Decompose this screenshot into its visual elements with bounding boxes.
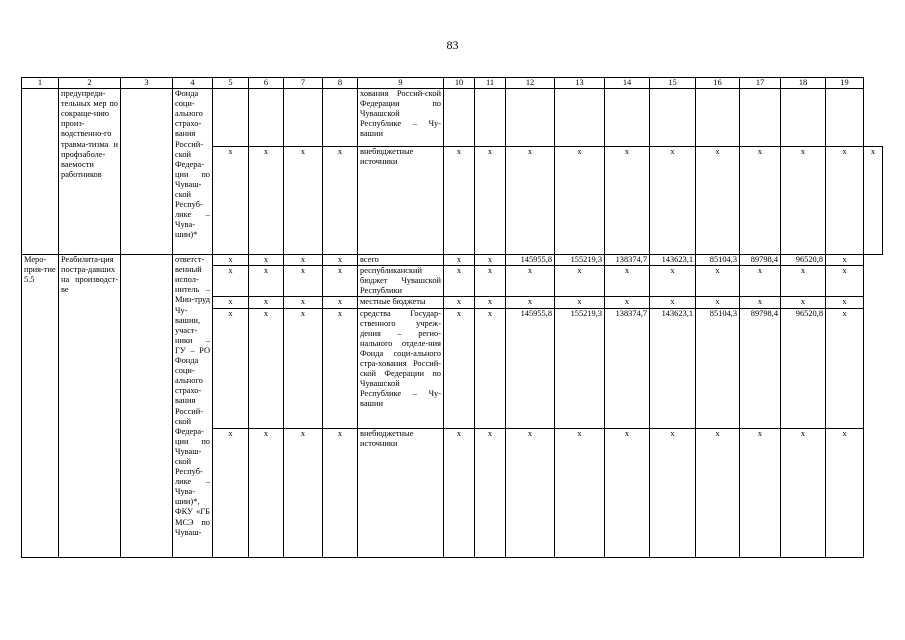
value-cell: x bbox=[323, 308, 358, 428]
value-cell: x bbox=[605, 428, 650, 557]
header-cell: 11 bbox=[475, 78, 506, 89]
value-cell bbox=[323, 89, 358, 147]
value-cell: x bbox=[249, 147, 284, 255]
value-cell: 155219,3 bbox=[555, 255, 605, 266]
header-cell: 3 bbox=[121, 78, 173, 89]
value-cell: x bbox=[555, 266, 605, 297]
value-cell: x bbox=[249, 266, 284, 297]
value-cell: x bbox=[323, 147, 358, 255]
value-cell: x bbox=[444, 266, 475, 297]
value-cell: x bbox=[781, 266, 826, 297]
program-table bbox=[21, 77, 883, 558]
value-cell: x bbox=[213, 266, 249, 297]
header-cell: 19 bbox=[826, 78, 864, 89]
value-cell: 96520,8 bbox=[781, 255, 826, 266]
header-cell: 15 bbox=[650, 78, 696, 89]
value-cell: x bbox=[444, 255, 475, 266]
value-cell: x bbox=[323, 266, 358, 297]
value-cell: x bbox=[826, 297, 864, 308]
value-cell: x bbox=[555, 297, 605, 308]
header-cell: 7 bbox=[284, 78, 323, 89]
executor-cell: Фонда соци-ального страхо-вания Россий-ской Федера-ции по Чуваш-ской Респуб-лике – Чува-шии)* bbox=[173, 89, 213, 255]
value-cell: x bbox=[696, 297, 740, 308]
value-cell: x bbox=[650, 266, 696, 297]
value-cell: x bbox=[781, 147, 826, 255]
header-cell: 17 bbox=[740, 78, 781, 89]
value-cell: x bbox=[555, 428, 605, 557]
value-cell: x bbox=[323, 255, 358, 266]
value-cell: x bbox=[475, 297, 506, 308]
value-cell: x bbox=[555, 147, 605, 255]
value-cell: x bbox=[249, 428, 284, 557]
header-cell: 14 bbox=[605, 78, 650, 89]
value-cell: x bbox=[826, 147, 864, 255]
value-cell: 155219,3 bbox=[555, 308, 605, 428]
funding-source-cell: внебюджетные источники bbox=[358, 428, 444, 557]
table-row bbox=[22, 89, 883, 147]
value-cell: x bbox=[864, 147, 883, 255]
value-cell: x bbox=[506, 428, 555, 557]
value-cell: x bbox=[506, 297, 555, 308]
funding-source-cell: внебюджетные источники bbox=[358, 147, 444, 255]
value-cell: x bbox=[696, 147, 740, 255]
header-cell: 5 bbox=[213, 78, 249, 89]
value-cell: x bbox=[826, 266, 864, 297]
value-cell: x bbox=[696, 428, 740, 557]
funding-source-cell: хования Россий-ской Федерации по Чувашской Республике – Чу-вашии bbox=[358, 89, 444, 147]
value-cell bbox=[475, 89, 506, 147]
value-cell: x bbox=[826, 308, 864, 428]
value-cell: x bbox=[740, 297, 781, 308]
value-cell bbox=[213, 89, 249, 147]
value-cell: x bbox=[605, 147, 650, 255]
executor-cell: ответст-венный испол-нитель – Мин-труд Чу-вашии, участ-ники – ГУ – РО Фонда соци-ального страхо-вания Россий-ской Федера-ции по Чуваш-ской Респуб-лике – Чува-шии)*, ФКУ «ГБ МСЭ по Чуваш- bbox=[173, 255, 213, 557]
value-cell: 145955,8 bbox=[506, 255, 555, 266]
value-cell: x bbox=[213, 308, 249, 428]
value-cell: x bbox=[740, 428, 781, 557]
value-cell: x bbox=[213, 297, 249, 308]
value-cell: x bbox=[650, 297, 696, 308]
header-cell: 9 bbox=[358, 78, 444, 89]
activity-name-cell: предупреди-тельных мер по сокраще-нию произ-водственно-го травма-тизма и профзаболе-ваемости работников bbox=[59, 89, 121, 255]
value-cell: 89798,4 bbox=[740, 255, 781, 266]
value-cell: x bbox=[650, 428, 696, 557]
header-row bbox=[22, 78, 883, 89]
value-cell: 143623,1 bbox=[650, 255, 696, 266]
value-cell: x bbox=[475, 266, 506, 297]
value-cell: 89798,4 bbox=[740, 308, 781, 428]
header-cell: 12 bbox=[506, 78, 555, 89]
value-cell bbox=[249, 89, 284, 147]
value-cell: x bbox=[323, 428, 358, 557]
value-cell: 138374,7 bbox=[605, 255, 650, 266]
value-cell: x bbox=[249, 255, 284, 266]
header-cell: 1 bbox=[22, 78, 59, 89]
value-cell: x bbox=[826, 428, 864, 557]
value-cell: 85104,3 bbox=[696, 308, 740, 428]
activity-name-cell: Реабилита-ция постра-давших на производст-ве bbox=[59, 255, 121, 557]
header-cell: 18 bbox=[781, 78, 826, 89]
value-cell: x bbox=[696, 266, 740, 297]
value-cell: x bbox=[740, 266, 781, 297]
value-cell: x bbox=[323, 297, 358, 308]
header-cell: 10 bbox=[444, 78, 475, 89]
value-cell: 145955,8 bbox=[506, 308, 555, 428]
value-cell bbox=[284, 89, 323, 147]
value-cell: x bbox=[475, 147, 506, 255]
value-cell: x bbox=[444, 297, 475, 308]
header-cell: 13 bbox=[555, 78, 605, 89]
value-cell bbox=[740, 89, 781, 147]
value-cell: x bbox=[475, 255, 506, 266]
funding-source-cell: средства Государ-ственного учреж-дения – регио-нального отделе-ния Фонда соци-ального стра-хования Россий-ской Федерации по Чувашской Республике – Чу-вашии bbox=[358, 308, 444, 428]
value-cell: 143623,1 bbox=[650, 308, 696, 428]
value-cell: x bbox=[444, 308, 475, 428]
value-cell bbox=[650, 89, 696, 147]
header-cell: 8 bbox=[323, 78, 358, 89]
header-cell: 16 bbox=[696, 78, 740, 89]
value-cell: x bbox=[605, 266, 650, 297]
header-cell: 2 bbox=[59, 78, 121, 89]
value-cell: x bbox=[249, 297, 284, 308]
value-cell bbox=[605, 89, 650, 147]
value-cell bbox=[781, 89, 826, 147]
value-cell bbox=[826, 89, 864, 147]
value-cell: x bbox=[475, 428, 506, 557]
value-cell: 85104,3 bbox=[696, 255, 740, 266]
value-cell bbox=[555, 89, 605, 147]
value-cell: x bbox=[781, 428, 826, 557]
value-cell: x bbox=[826, 255, 864, 266]
value-cell: x bbox=[506, 266, 555, 297]
value-cell: x bbox=[284, 147, 323, 255]
page-number: 83 bbox=[446, 38, 459, 52]
funding-source-cell: местные бюджеты bbox=[358, 297, 444, 308]
value-cell: x bbox=[506, 147, 555, 255]
value-cell: x bbox=[213, 428, 249, 557]
value-cell bbox=[696, 89, 740, 147]
value-cell: x bbox=[444, 147, 475, 255]
table-row bbox=[22, 255, 883, 266]
value-cell bbox=[444, 89, 475, 147]
value-cell: x bbox=[740, 147, 781, 255]
empty-cell bbox=[121, 255, 173, 557]
value-cell: x bbox=[475, 308, 506, 428]
value-cell: x bbox=[650, 147, 696, 255]
value-cell: 138374,7 bbox=[605, 308, 650, 428]
value-cell bbox=[506, 89, 555, 147]
value-cell: x bbox=[284, 266, 323, 297]
value-cell: x bbox=[605, 297, 650, 308]
value-cell: x bbox=[213, 255, 249, 266]
value-cell: x bbox=[213, 147, 249, 255]
header-cell: 4 bbox=[173, 78, 213, 89]
value-cell: x bbox=[781, 297, 826, 308]
activity-cell: Меро-прия-тие 5.5 bbox=[22, 255, 59, 557]
header-cell: 6 bbox=[249, 78, 284, 89]
value-cell: x bbox=[284, 255, 323, 266]
value-cell: x bbox=[284, 308, 323, 428]
value-cell: 96520,8 bbox=[781, 308, 826, 428]
funding-source-cell: республиканский бюджет Чувашской Республики bbox=[358, 266, 444, 297]
value-cell: x bbox=[284, 297, 323, 308]
empty-cell bbox=[121, 89, 173, 255]
value-cell: x bbox=[249, 308, 284, 428]
activity-cell bbox=[22, 89, 59, 255]
value-cell: x bbox=[284, 428, 323, 557]
funding-source-cell: всего bbox=[358, 255, 444, 266]
value-cell: x bbox=[444, 428, 475, 557]
